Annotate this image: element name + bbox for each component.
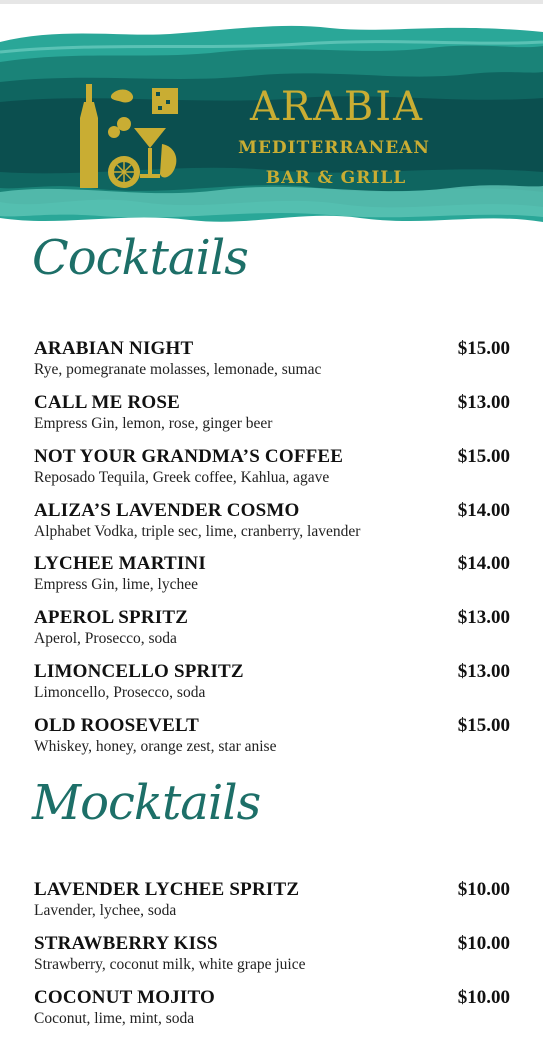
item-description: Reposado Tequila, Greek coffee, Kahlua, agave [34,469,330,486]
item-price: $14.00 [457,553,510,574]
item-name: STRAWBERRY KISS [34,933,218,954]
item-price: $10.00 [457,879,510,900]
item-price: $13.00 [457,607,510,628]
brand-header [74,84,474,194]
section-title-cocktails: Cocktails [32,230,248,286]
item-name: APEROL SPRITZ [34,607,189,628]
item-description: Whiskey, honey, orange zest, star anise [34,738,277,755]
item-name: ARABIAN NIGHT [34,338,194,359]
item-price: $13.00 [457,392,510,413]
menu-item [34,553,510,597]
item-name: LAVENDER LYCHEE SPRITZ [34,879,300,900]
item-price: $10.00 [457,987,510,1008]
item-name: NOT YOUR GRANDMA’S COFFEE [34,446,344,467]
menu-item [34,987,510,1031]
menu-item [34,933,510,977]
item-name: ALIZA’S LAVENDER COSMO [34,500,300,521]
brand-name: ARABIA [250,84,424,130]
menu-item [34,392,510,436]
menu-item [34,500,510,544]
item-description: Alphabet Vodka, triple sec, lime, cranberry, lavender [34,523,361,540]
menu-item [34,879,510,923]
item-price: $14.00 [457,500,510,521]
brand-tagline: BAR & GRILL [265,168,407,188]
item-description: Lavender, lychee, soda [34,902,177,919]
menu-item [34,661,510,705]
item-description: Limoncello, Prosecco, soda [34,684,206,701]
section-title-mocktails: Mocktails [32,775,261,831]
item-price: $15.00 [457,338,510,359]
brand-subtitle: MEDITERRANEAN [238,138,430,158]
item-name: LIMONCELLO SPRITZ [34,661,244,682]
menu-item [34,607,510,651]
item-name: OLD ROOSEVELT [34,715,200,736]
item-description: Empress Gin, lemon, rose, ginger beer [34,415,273,432]
menu-item [34,338,510,382]
item-price: $15.00 [457,715,510,736]
item-description: Empress Gin, lime, lychee [34,576,198,593]
item-description: Strawberry, coconut milk, white grape juice [34,956,306,973]
menu-item [34,446,510,490]
item-price: $15.00 [457,446,510,467]
item-description: Aperol, Prosecco, soda [34,630,177,647]
item-price: $10.00 [457,933,510,954]
item-description: Rye, pomegranate molasses, lemonade, sumac [34,361,322,378]
logo-icon [74,84,189,194]
item-name: COCONUT MOJITO [34,987,216,1008]
item-name: CALL ME ROSE [34,392,180,413]
item-description: Coconut, lime, mint, soda [34,1010,195,1027]
menu-item [34,715,510,759]
item-price: $13.00 [457,661,510,682]
top-rule [0,0,543,4]
item-name: LYCHEE MARTINI [34,553,206,574]
